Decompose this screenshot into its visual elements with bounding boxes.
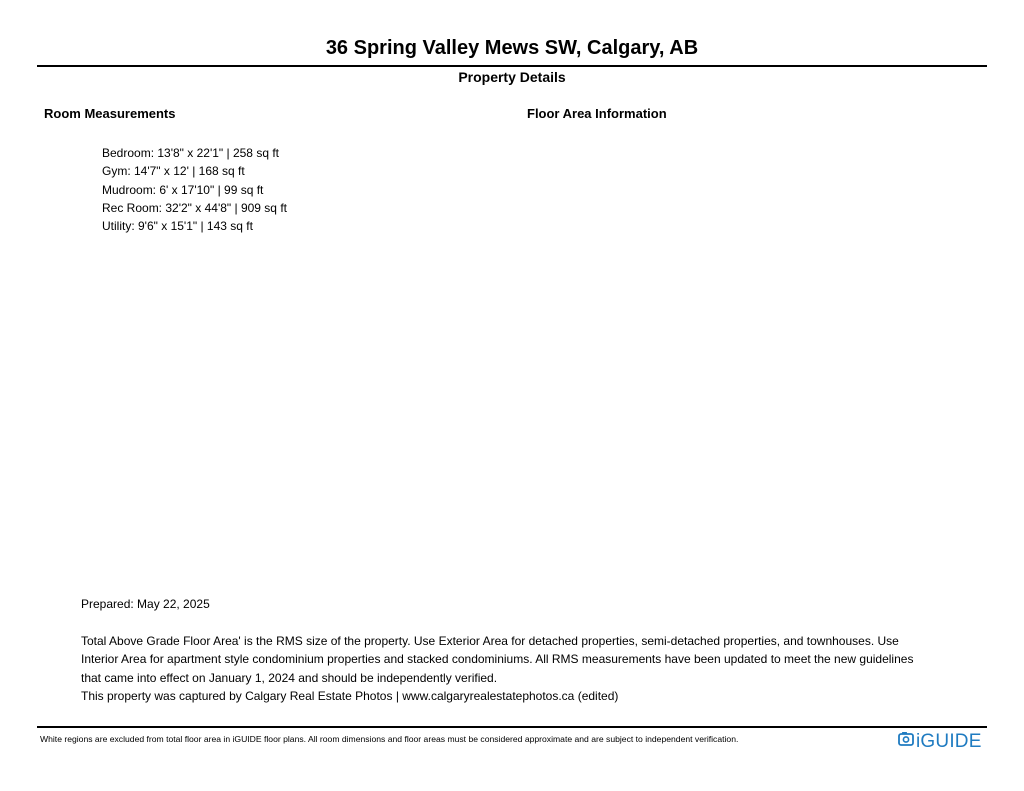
rms-note: Total Above Grade Floor Area' is the RMS size of the property. Use Exterior Area for detached properties, semi-detached properties, and townhouses. Use Interior Area for apartment style condominium properties and stacked condominiums. All RMS measurements have been updated to meet the new guidelines that came into effect on January 1, 2024 and should be independently verified. <box>81 634 914 685</box>
notes-block <box>81 632 931 705</box>
capture-credit: This property was captured by Calgary Real Estate Photos | www.calgaryrealestatephotos.ca (edited) <box>81 688 619 703</box>
room-item-rec-room: Rec Room: 32'2" x 44'8" | 909 sq ft <box>102 200 287 215</box>
footer-disclaimer: White regions are excluded from total floor area in iGUIDE floor plans. All room dimensions and floor areas must be considered approximate and are subject to independent verification. <box>40 734 739 744</box>
room-item-utility: Utility: 9'6" x 15'1" | 143 sq ft <box>102 219 253 234</box>
room-item-mudroom: Mudroom: 6' x 17'10" | 99 sq ft <box>102 182 264 197</box>
iguide-logo <box>898 731 982 753</box>
prepared-date: Prepared: May 22, 2025 <box>81 597 210 611</box>
iguide-camera-icon <box>898 731 916 753</box>
bottom-divider <box>37 726 987 728</box>
page-title: 36 Spring Valley Mews SW, Calgary, AB <box>325 37 699 59</box>
room-item-bedroom: Bedroom: 13'8" x 22'1" | 258 sq ft <box>102 146 279 160</box>
room-measurements-heading: Room Measurements <box>44 106 176 121</box>
top-divider <box>37 65 987 67</box>
room-item-gym: Gym: 14'7" x 12' | 168 sq ft <box>102 164 245 179</box>
page-subtitle: Property Details <box>458 69 566 85</box>
iguide-logo-text: iGUIDE <box>916 731 982 752</box>
room-list <box>102 144 287 235</box>
floor-area-heading: Floor Area Information <box>527 106 667 121</box>
